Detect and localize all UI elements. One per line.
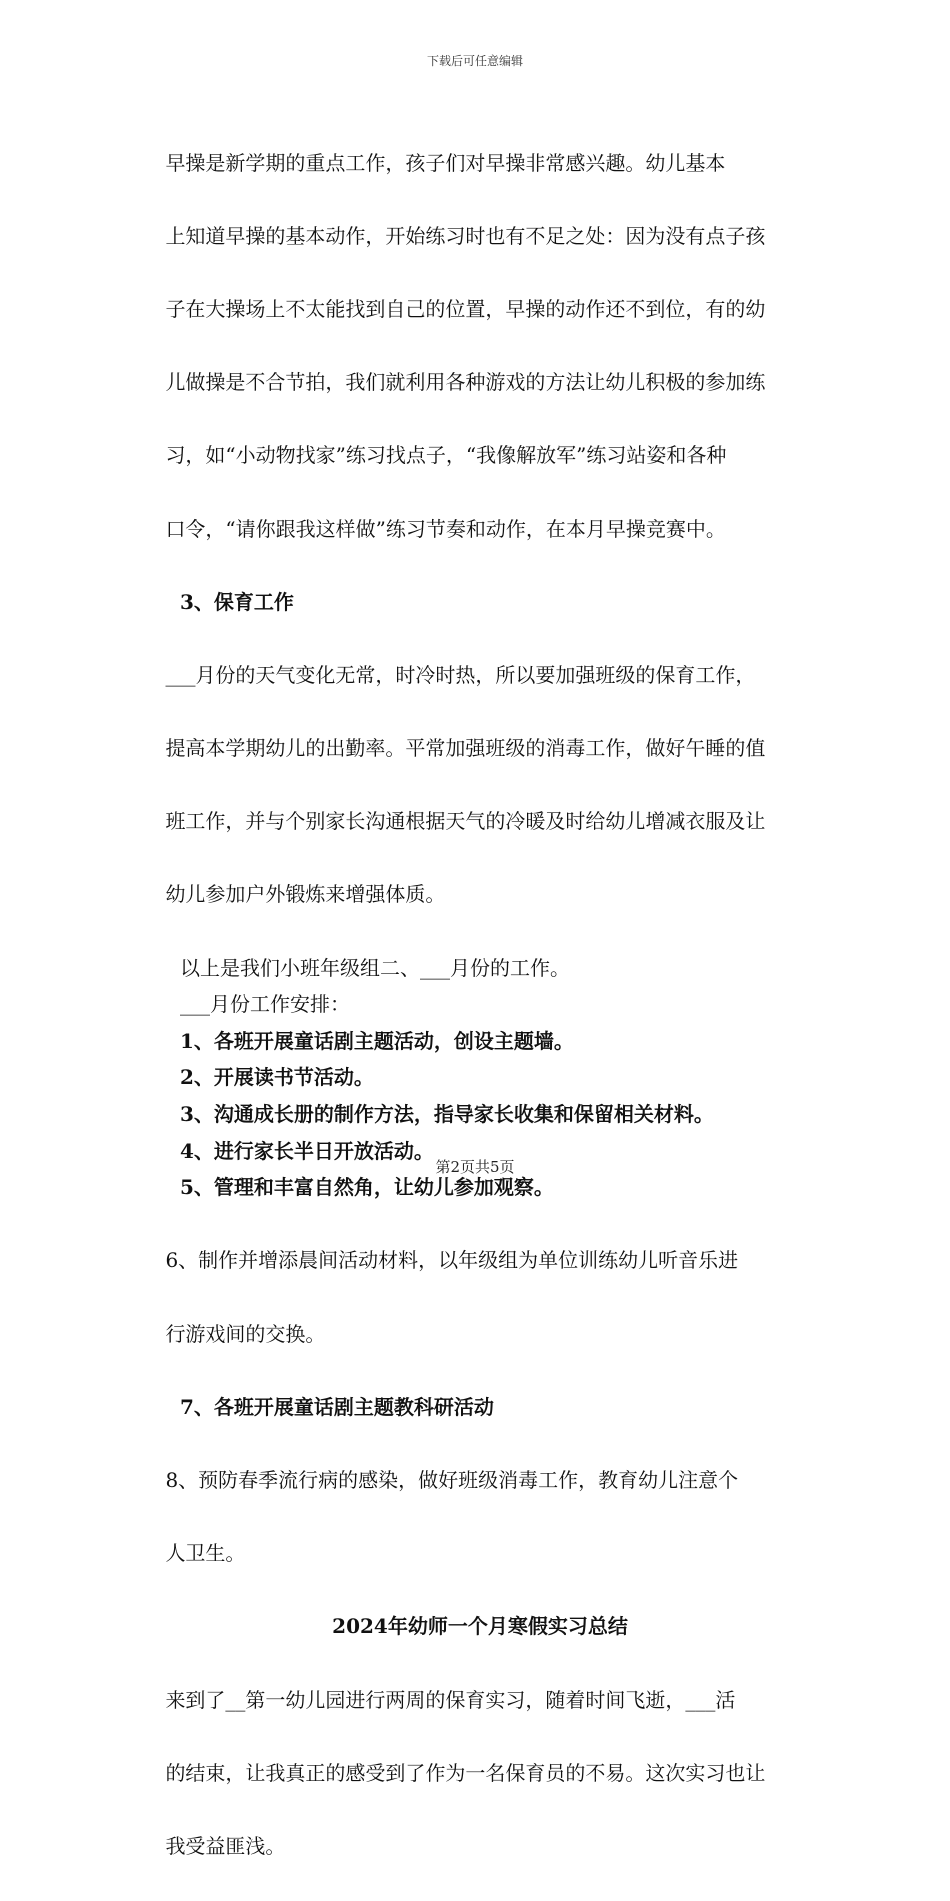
- text-line: 8、预防春季流行病的感染，做好班级消毒工作，教育幼儿注意个: [165, 1467, 739, 1492]
- text-line: 习，如“小动物找家”练习找点子，“我像解放军”练习站姿和各种: [165, 443, 727, 468]
- list-item-6: [140, 1206, 820, 1389]
- text-line: 子在大操场上不太能找到自己的位置，早操的动作还不到位，有的幼: [165, 296, 766, 321]
- paragraph-internship-intro: [140, 1645, 820, 1901]
- page-footer: 第2页共5页: [435, 1158, 515, 1176]
- list-item-8: [140, 1425, 820, 1608]
- paragraph-care-work: [140, 620, 820, 949]
- text-line: 上知道早操的基本动作，开始练习时也有不足之处：因为没有点子孩: [165, 223, 766, 248]
- text-line: 儿做操是不合节拍，我们就利用各种游戏的方法让幼儿积极的参加练: [165, 370, 766, 395]
- list-item-7: 7、各班开展童话剧主题教科研活动: [180, 1394, 494, 1419]
- text-line: ___月份的天气变化无常，时冷时热，所以要加强班级的保育工作，: [165, 662, 756, 687]
- text-line: 提高本学期幼儿的出勤率。平常加强班级的消毒工作，做好午睡的值: [165, 736, 766, 761]
- text-line: 口令，“请你跟我这样做”练习节奏和动作，在本月早操竞赛中。: [165, 516, 726, 541]
- paragraph-schedule-intro: ___月份工作安排：: [180, 992, 350, 1017]
- text-line: 班工作，并与个别家长沟通根据天气的冷暖及时给幼儿增减衣服及让: [165, 809, 766, 834]
- page-header: 下载后可任意编辑: [426, 54, 523, 68]
- section-heading-care-work: 3、保育工作: [180, 589, 294, 614]
- text-line: 行游戏间的交换。: [165, 1321, 326, 1346]
- text-line: 来到了__第一幼儿园进行两周的保育实习，随着时间飞逝，___活: [165, 1687, 736, 1712]
- list-item-5: 5、管理和丰富自然角，让幼儿参加观察。: [180, 1175, 554, 1200]
- text-line: 幼儿参加户外锻炼来增强体质。: [165, 882, 446, 907]
- text-line: 早操是新学期的重点工作，孩子们对早操非常感兴趣。幼儿基本: [165, 150, 726, 175]
- document-title: 2024年幼师一个月寒假实习总结: [332, 1614, 628, 1639]
- list-item-1: 1、各班开展童话剧主题活动，创设主题墙。: [180, 1028, 574, 1053]
- paragraph-summary: 以上是我们小班年级组二、___月份的工作。: [180, 955, 570, 980]
- list-item-3: 3、沟通成长册的制作方法，指导家长收集和保留相关材料。: [180, 1102, 714, 1127]
- text-line: 的结束，让我真正的感受到了作为一名保育员的不易。这次实习也让: [165, 1760, 766, 1785]
- text-line: 我受益匪浅。: [165, 1833, 286, 1858]
- list-item-4: 4、进行家长半日开放活动。: [180, 1138, 434, 1163]
- paragraph-morning-exercise: [140, 108, 820, 584]
- text-line: 人卫生。: [165, 1541, 246, 1566]
- document-body: [140, 108, 820, 1901]
- text-line: 6、制作并增添晨间活动材料，以年级组为单位训练幼儿听音乐进: [165, 1248, 739, 1273]
- list-item-2: 2、开展读书节活动。: [180, 1065, 374, 1090]
